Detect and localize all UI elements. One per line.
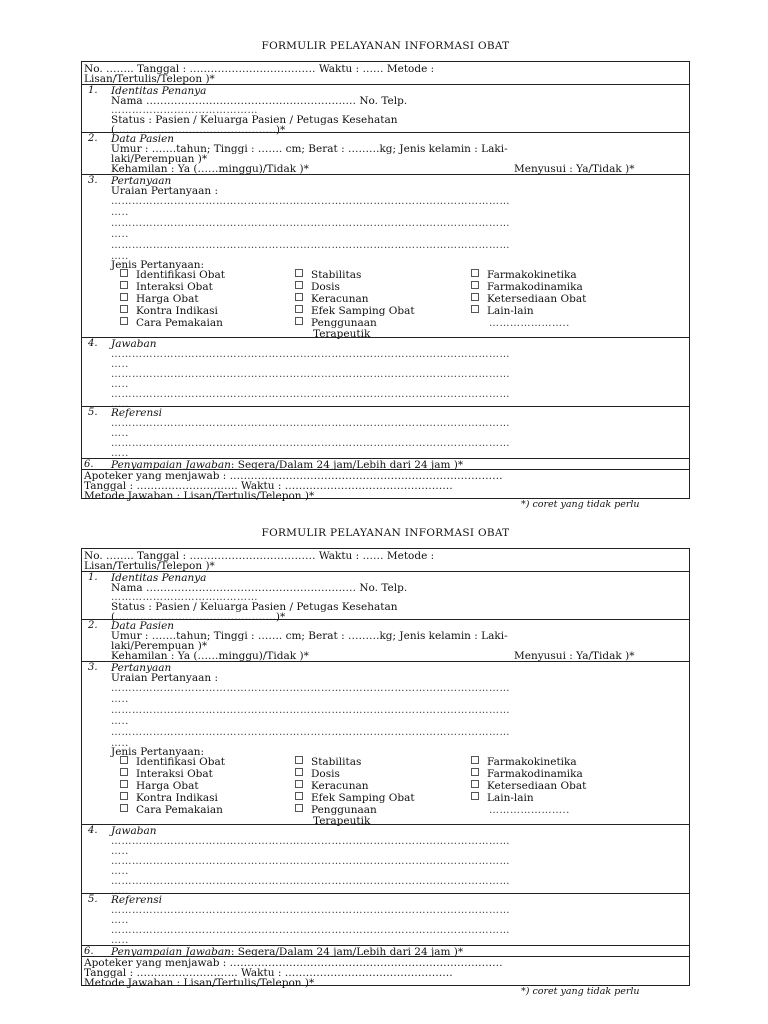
answer-dots-line[interactable]: …………………………………………………………………………………………………… — [111, 390, 510, 400]
section-title: Referensi — [111, 407, 162, 419]
patient-gender-line[interactable]: laki/Perempuan )* — [111, 153, 208, 165]
reference-dots-short: ….. — [111, 449, 129, 459]
header-line-2: Lisan/Tertulis/Telepon )* — [84, 560, 215, 572]
checkbox[interactable] — [295, 269, 303, 277]
section-number: 3. — [88, 175, 98, 186]
option-efek-samping-obat[interactable]: Efek Samping Obat — [295, 792, 415, 804]
uraian-label: Uraian Pertanyaan : — [111, 672, 219, 684]
option-farmakokinetika[interactable]: Farmakokinetika — [471, 756, 577, 768]
checkbox[interactable] — [120, 281, 128, 289]
reference-dots-short: ….. — [111, 936, 129, 946]
checkbox[interactable] — [471, 269, 479, 277]
checkbox[interactable] — [471, 305, 479, 313]
status-other[interactable]: (……………………………………….)* — [111, 124, 286, 136]
reference-dots-line[interactable]: …………………………………………………………………………………………………… — [111, 439, 510, 449]
checkbox[interactable] — [295, 756, 303, 764]
checkbox[interactable] — [120, 305, 128, 313]
section-data-pasien — [82, 619, 689, 662]
question-dots-short: ….. — [111, 717, 129, 727]
section-title: Data Pasien — [111, 133, 175, 145]
tanggal-waktu-field[interactable]: Tanggal : ……………………….. Waktu : ………………………………………… — [84, 967, 453, 979]
question-dots-line[interactable]: …………………………………………………………………………………………………… — [111, 728, 510, 738]
section-referensi — [82, 406, 689, 459]
section-identitas — [82, 84, 689, 136]
option-dosis[interactable]: Dosis — [295, 281, 340, 293]
answer-dots-line[interactable]: …………………………………………………………………………………………………… — [111, 350, 510, 360]
form-box — [81, 548, 690, 989]
section-identitas — [82, 571, 689, 623]
option-lain-lain[interactable]: Lain-lain — [471, 792, 534, 804]
option-farmakodinamika[interactable]: Farmakodinamika — [471, 281, 583, 293]
option-kontra-indikasi[interactable]: Kontra Indikasi — [120, 792, 218, 804]
option-ketersediaan-obat[interactable]: Ketersediaan Obat — [471, 293, 586, 305]
patient-gender-line[interactable]: laki/Perempuan )* — [111, 640, 208, 652]
form-title: FORMULIR PELAYANAN INFORMASI OBAT — [261, 40, 510, 52]
answer-dots-short: ….. — [111, 847, 129, 857]
section-jawaban — [82, 337, 689, 410]
answer-dots-line[interactable]: …………………………………………………………………………………………………… — [111, 857, 510, 867]
section-number: 1. — [88, 572, 98, 583]
penyampaian-line[interactable]: Penyampaian Jawaban: Segera/Dalam 24 jam/Lebih dari 24 jam )* — [111, 459, 464, 471]
option-stabilitas[interactable]: Stabilitas — [295, 756, 361, 768]
option-stabilitas[interactable]: Stabilitas — [295, 269, 361, 281]
section-title: Jawaban — [111, 825, 157, 837]
option-keracunan[interactable]: Keracunan — [295, 293, 368, 305]
name-field[interactable]: Nama …………………………………………………… No. Telp. — [111, 582, 408, 594]
section-number: 2. — [88, 620, 98, 631]
option-cara-pemakaian[interactable]: Cara Pemakaian — [120, 804, 223, 816]
question-dots-line[interactable]: …………………………………………………………………………………………………… — [111, 197, 510, 207]
penyampaian-line[interactable]: Penyampaian Jawaban: Segera/Dalam 24 jam/Lebih dari 24 jam )* — [111, 946, 464, 958]
header-line-1: No. …….. Tanggal : ……………………………… Waktu : …… Metode : — [84, 550, 435, 562]
checkbox[interactable] — [295, 317, 303, 325]
checkbox[interactable] — [295, 305, 303, 313]
section-title: Data Pasien — [111, 620, 175, 632]
checkbox[interactable] — [295, 281, 303, 289]
section-number: 6. — [84, 459, 94, 470]
checkbox[interactable] — [295, 804, 303, 812]
section-number: 5. — [88, 894, 98, 905]
section-title: Identitas Penanya — [111, 572, 207, 584]
checkbox[interactable] — [295, 293, 303, 301]
answer-dots-short: ….. — [111, 380, 129, 390]
option-identifikasi-obat[interactable]: Identifikasi Obat — [120, 756, 225, 768]
metode-jawaban-field[interactable]: Metode Jawaban : Lisan/Tertulis/Telepon )* — [84, 490, 315, 502]
section-data-pasien — [82, 132, 689, 175]
checkbox[interactable] — [471, 293, 479, 301]
section-number: 5. — [88, 407, 98, 418]
menyusui-field[interactable]: Menyusui : Ya/Tidak )* — [514, 650, 635, 662]
section-number: 2. — [88, 133, 98, 144]
question-dots-short: ….. — [111, 230, 129, 240]
option-dosis[interactable]: Dosis — [295, 768, 340, 780]
status-other[interactable]: (……………………………………….)* — [111, 611, 286, 623]
option-cara-pemakaian[interactable]: Cara Pemakaian — [120, 317, 223, 329]
section-title: Identitas Penanya — [111, 85, 207, 97]
section-apoteker — [82, 469, 689, 502]
answer-dots-line[interactable]: …………………………………………………………………………………………………… — [111, 877, 510, 887]
section-number: 6. — [84, 946, 94, 957]
option-penggunaan-terapeutik[interactable]: Penggunaan — [295, 317, 377, 329]
answer-dots-short: ….. — [111, 887, 129, 897]
checkbox[interactable] — [471, 281, 479, 289]
tanggal-waktu-field[interactable]: Tanggal : ……………………….. Waktu : ………………………………………… — [84, 480, 453, 492]
section-apoteker — [82, 956, 689, 989]
status-field[interactable]: Status : Pasien / Keluarga Pasien / Petugas Kesehatan — [111, 114, 398, 126]
answer-dots-line[interactable]: …………………………………………………………………………………………………… — [111, 837, 510, 847]
reference-dots-short: ….. — [111, 429, 129, 439]
footnote: *) coret yang tidak perlu — [521, 986, 640, 997]
option-keracunan[interactable]: Keracunan — [295, 780, 368, 792]
section-penyampaian — [82, 945, 689, 958]
jenis-label: Jenis Pertanyaan: — [111, 259, 205, 271]
section-number: 4. — [88, 825, 98, 836]
section-number: 4. — [88, 338, 98, 349]
answer-dots-short: ….. — [111, 867, 129, 877]
option-harga-obat[interactable]: Harga Obat — [120, 780, 199, 792]
option-ketersediaan-obat[interactable]: Ketersediaan Obat — [471, 780, 586, 792]
answer-dots-short: ….. — [111, 360, 129, 370]
menyusui-field[interactable]: Menyusui : Ya/Tidak )* — [514, 163, 635, 175]
checkbox[interactable] — [120, 792, 128, 800]
reference-dots-line[interactable]: …………………………………………………………………………………………………… — [111, 419, 510, 429]
section-number: 3. — [88, 662, 98, 673]
checkbox[interactable] — [471, 780, 479, 788]
option-harga-obat[interactable]: Harga Obat — [120, 293, 199, 305]
reference-dots-line[interactable]: …………………………………………………………………………………………………… — [111, 906, 510, 916]
header-line-1: No. …….. Tanggal : ……………………………… Waktu : …… Metode : — [84, 63, 435, 75]
footnote: *) coret yang tidak perlu — [521, 499, 640, 510]
section-title: Pertanyaan — [111, 175, 172, 187]
name-field[interactable]: Nama …………………………………………………… No. Telp. — [111, 95, 408, 107]
option-farmakodinamika[interactable]: Farmakodinamika — [471, 768, 583, 780]
status-field[interactable]: Status : Pasien / Keluarga Pasien / Petugas Kesehatan — [111, 601, 398, 613]
reference-dots-line[interactable]: …………………………………………………………………………………………………… — [111, 926, 510, 936]
metode-jawaban-field[interactable]: Metode Jawaban : Lisan/Tertulis/Telepon )* — [84, 977, 315, 989]
option-lain-lain[interactable]: Lain-lain — [471, 305, 534, 317]
answer-dots-short: ….. — [111, 400, 129, 410]
option-interaksi-obat[interactable]: Interaksi Obat — [120, 768, 213, 780]
name-dots: …………………………………… — [111, 593, 258, 603]
checkbox[interactable] — [295, 768, 303, 776]
form-title: FORMULIR PELAYANAN INFORMASI OBAT — [261, 527, 510, 539]
answer-dots-line[interactable]: …………………………………………………………………………………………………… — [111, 370, 510, 380]
option-penggunaan-terapeutik-line2: Terapeutik — [313, 328, 371, 340]
checkbox[interactable] — [120, 780, 128, 788]
checkbox[interactable] — [295, 780, 303, 788]
option-efek-samping-obat[interactable]: Efek Samping Obat — [295, 305, 415, 317]
checkbox[interactable] — [120, 768, 128, 776]
apoteker-field[interactable]: Apoteker yang menjawab : …………………………………………………………………… — [84, 957, 503, 969]
question-dots-short: ….. — [111, 208, 129, 218]
checkbox[interactable] — [120, 804, 128, 812]
checkbox[interactable] — [120, 293, 128, 301]
kehamilan-field[interactable]: Kehamilan : Ya (……minggu)/Tidak )* — [111, 163, 309, 175]
section-title: Jawaban — [111, 338, 157, 350]
checkbox[interactable] — [471, 792, 479, 800]
option-penggunaan-terapeutik[interactable]: Penggunaan — [295, 804, 377, 816]
uraian-label: Uraian Pertanyaan : — [111, 185, 219, 197]
question-dots-short: ….. — [111, 739, 129, 749]
question-dots-line[interactable]: …………………………………………………………………………………………………… — [111, 241, 510, 251]
jenis-label: Jenis Pertanyaan: — [111, 746, 205, 758]
lain-lain-dots[interactable]: ………………….. — [489, 806, 570, 816]
section-pertanyaan — [82, 174, 689, 340]
section-referensi — [82, 893, 689, 946]
question-dots-short: ….. — [111, 252, 129, 262]
checkbox[interactable] — [471, 756, 479, 764]
option-kontra-indikasi[interactable]: Kontra Indikasi — [120, 305, 218, 317]
section-pertanyaan — [82, 661, 689, 827]
section-title: Pertanyaan — [111, 662, 172, 674]
checkbox[interactable] — [471, 768, 479, 776]
section-penyampaian — [82, 458, 689, 471]
option-identifikasi-obat[interactable]: Identifikasi Obat — [120, 269, 225, 281]
header-line-2: Lisan/Tertulis/Telepon )* — [84, 73, 215, 85]
question-dots-short: ….. — [111, 695, 129, 705]
checkbox[interactable] — [120, 756, 128, 764]
patient-data-line[interactable]: Umur : …….tahun; Tinggi : ……. cm; Berat : ………kg; Jenis kelamin : Laki- — [111, 143, 508, 155]
section-title: Referensi — [111, 894, 162, 906]
form-box — [81, 61, 690, 502]
question-dots-line[interactable]: …………………………………………………………………………………………………… — [111, 684, 510, 694]
apoteker-field[interactable]: Apoteker yang menjawab : …………………………………………………………………… — [84, 470, 503, 482]
option-interaksi-obat[interactable]: Interaksi Obat — [120, 281, 213, 293]
reference-dots-short: ….. — [111, 916, 129, 926]
option-penggunaan-terapeutik-line2: Terapeutik — [313, 815, 371, 827]
patient-data-line[interactable]: Umur : …….tahun; Tinggi : ……. cm; Berat : ………kg; Jenis kelamin : Laki- — [111, 630, 508, 642]
name-dots: …………………………………… — [111, 106, 258, 116]
lain-lain-dots[interactable]: ………………….. — [489, 319, 570, 329]
checkbox[interactable] — [120, 317, 128, 325]
checkbox[interactable] — [120, 269, 128, 277]
kehamilan-field[interactable]: Kehamilan : Ya (……minggu)/Tidak )* — [111, 650, 309, 662]
question-dots-line[interactable]: …………………………………………………………………………………………………… — [111, 706, 510, 716]
checkbox[interactable] — [295, 792, 303, 800]
question-dots-line[interactable]: …………………………………………………………………………………………………… — [111, 219, 510, 229]
section-jawaban — [82, 824, 689, 897]
section-number: 1. — [88, 85, 98, 96]
option-farmakokinetika[interactable]: Farmakokinetika — [471, 269, 577, 281]
